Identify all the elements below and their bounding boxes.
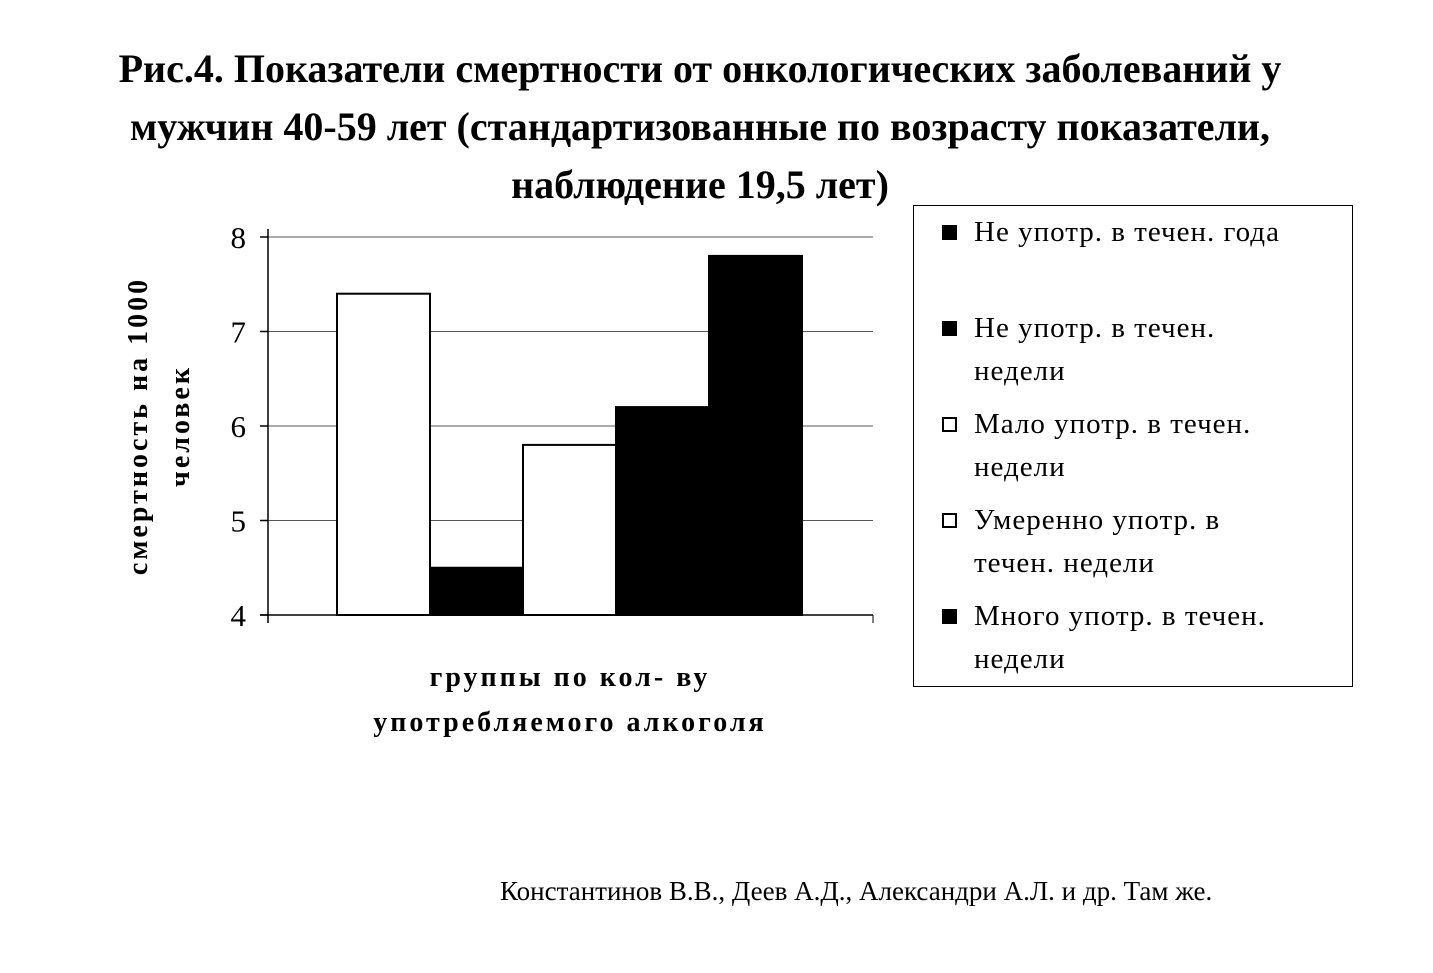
- legend-label: недели: [974, 643, 1066, 675]
- legend-label: Не употр. в течен. года: [974, 216, 1280, 248]
- y-axis-label-line: смертность на 1000: [123, 276, 154, 576]
- bar: [616, 407, 709, 615]
- y-axis-label-text: [123, 277, 196, 575]
- y-axis-label: [123, 277, 196, 575]
- x-axis-label-line: группы по кол- ву: [429, 662, 711, 693]
- legend-item: [942, 307, 1215, 393]
- x-axis-label-line: употребляемого алкоголя: [373, 707, 767, 738]
- y-tick-label: 4: [230, 598, 246, 633]
- legend-label: недели: [974, 451, 1066, 483]
- bar: [430, 568, 523, 615]
- legend-item: [942, 403, 1251, 489]
- chart-title-line: наблюдение 19,5 лет): [511, 162, 889, 207]
- bar: [523, 445, 616, 615]
- legend-swatch: [942, 225, 957, 240]
- legend-swatch: [942, 321, 957, 336]
- legend-label: течен. недели: [974, 547, 1155, 579]
- legend-swatch: [942, 609, 957, 624]
- y-tick-label: 8: [230, 220, 246, 255]
- legend-item: [942, 499, 1220, 585]
- y-tick-label: 6: [230, 409, 246, 444]
- chart-title-line: мужчин 40-59 лет (стандартизованные по возрасту показатели,: [130, 104, 1270, 149]
- x-axis-label: [300, 655, 840, 745]
- y-tick-label: 7: [230, 314, 246, 350]
- legend-label: недели: [974, 355, 1066, 387]
- legend-label: Много употр. в течен.: [974, 600, 1266, 632]
- source-citation: Константинов В.В., Деев А.Д., Александри А.Л. и др. Там же.: [500, 876, 1213, 906]
- y-axis-label-line: человек: [165, 365, 196, 487]
- bar: [337, 294, 430, 615]
- legend-label: Мало употр. в течен.: [974, 408, 1252, 440]
- y-tick-label: 5: [230, 503, 246, 539]
- legend-swatch: [942, 513, 957, 528]
- legend: [913, 205, 1353, 687]
- bars: [337, 256, 802, 615]
- legend-label: Не употр. в течен.: [974, 312, 1216, 344]
- legend-item: [942, 211, 1280, 254]
- chart-title-line: Рис.4. Показатели смертности от онкологических заболеваний у: [118, 46, 1282, 91]
- legend-item: [942, 595, 1266, 681]
- legend-swatch: [942, 417, 957, 432]
- bar: [709, 256, 802, 615]
- legend-label: Умеренно употр. в: [974, 504, 1221, 536]
